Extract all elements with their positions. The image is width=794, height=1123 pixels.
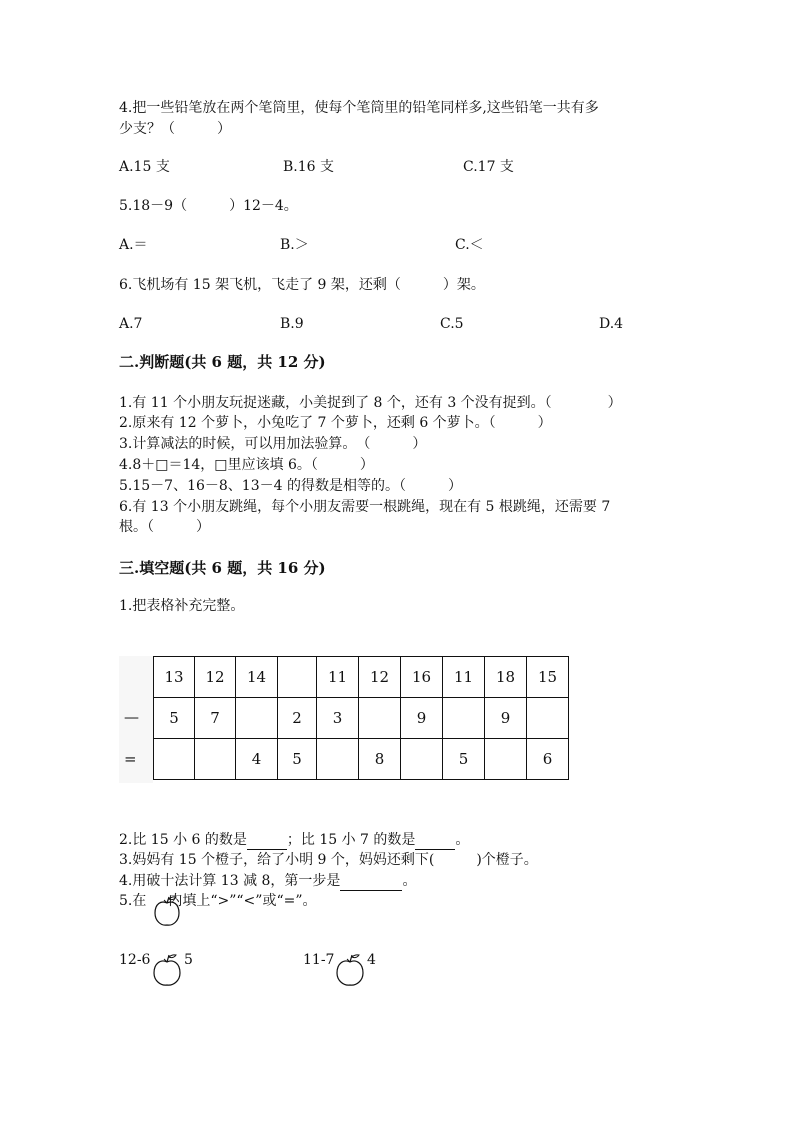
fill-q4-blank[interactable] — [340, 874, 402, 891]
table-cell: 18 — [485, 657, 527, 698]
q5-option-c[interactable]: C.＜ — [455, 237, 484, 253]
compare-1-left: 12-6 — [119, 952, 151, 968]
q6-option-b[interactable]: B.9 — [280, 316, 304, 332]
table-row — [154, 698, 569, 739]
fill-q2-text-b: ；比 15 小 7 的数是 — [286, 832, 416, 848]
q5-option-b[interactable]: B.＞ — [280, 237, 309, 253]
q6-option-c[interactable]: C.5 — [440, 316, 464, 332]
fill-q4-text-b: 。 — [402, 873, 417, 889]
fill-q3: 3.妈妈有 15 个橙子，给了小明 9 个，妈妈还剩下( )个橙子。 — [119, 852, 538, 868]
table-cell[interactable] — [236, 698, 278, 739]
fill-q5-text-a: 5.在 — [119, 893, 147, 909]
section3-title: 三.填空题(共 6 题，共 16 分) — [119, 559, 326, 577]
fill-q2-text-c: 。 — [455, 832, 470, 848]
fill-q2-text-a: 2.比 15 小 6 的数是 — [119, 832, 247, 848]
q4-stem-line2: 少支？（ ） — [119, 121, 231, 137]
table-cell: 6 — [527, 739, 569, 780]
table-cell: 13 — [154, 657, 195, 698]
q5-stem: 5.18－9（ ）12－4。 — [119, 198, 298, 214]
row-label-equals: = — [124, 750, 137, 768]
table-cell: 11 — [317, 657, 359, 698]
table-cell[interactable] — [443, 698, 485, 739]
compare-2-left: 11-7 — [303, 952, 335, 968]
q5-option-a[interactable]: A.＝ — [119, 237, 148, 253]
table-cell[interactable] — [278, 657, 317, 698]
table-cell: 5 — [443, 739, 485, 780]
q4-stem-line1: 4.把一些铅笔放在两个笔筒里，使每个笔筒里的铅笔同样多,这些铅笔一共有多 — [119, 100, 599, 116]
q4-option-a[interactable]: A.15 支 — [119, 159, 170, 175]
judge-item-2: 2.原来有 12 个萝卜，小兔吃了 7 个萝卜，还剩 6 个萝卜。（ ） — [119, 415, 552, 431]
apple-icon — [152, 894, 182, 928]
q6-option-d[interactable]: D.4 — [599, 316, 624, 332]
table-cell: 5 — [154, 698, 195, 739]
table-cell: 4 — [236, 739, 278, 780]
apple-icon[interactable] — [334, 952, 366, 988]
compare-2-right: 4 — [367, 952, 376, 968]
q6-stem: 6.飞机场有 15 架飞机，飞走了 9 架，还剩（ ）架。 — [119, 277, 485, 293]
table-cell: 12 — [195, 657, 236, 698]
judge-item-3: 3.计算减法的时候，可以用加法验算。 （ ） — [119, 436, 427, 452]
table-cell[interactable] — [154, 739, 195, 780]
table-cell: 15 — [527, 657, 569, 698]
q6-option-a[interactable]: A.7 — [119, 316, 143, 332]
table-cell: 12 — [359, 657, 401, 698]
row-label-minus: — — [124, 708, 139, 726]
fill-q5-text-b: 内填上“>”“<”或“=”。 — [168, 893, 317, 909]
table-row — [154, 657, 569, 698]
compare-1-right: 5 — [184, 952, 193, 968]
table-cell: 14 — [236, 657, 278, 698]
table-cell[interactable] — [195, 739, 236, 780]
judge-item-6-line1: 6.有 13 个小朋友跳绳，每个小朋友需要一根跳绳，现在有 5 根跳绳，还需要 7 — [119, 499, 611, 515]
fill-q4 — [119, 871, 416, 891]
fill-q5 — [119, 891, 317, 911]
table-cell[interactable] — [527, 698, 569, 739]
table-cell[interactable] — [359, 698, 401, 739]
table-cell: 9 — [485, 698, 527, 739]
table-cell[interactable] — [485, 739, 527, 780]
fill-q4-text-a: 4.用破十法计算 13 减 8，第一步是 — [119, 873, 341, 889]
q4-option-c[interactable]: C.17 支 — [463, 159, 514, 175]
q4-option-b[interactable]: B.16 支 — [283, 159, 335, 175]
fill-q2 — [119, 830, 469, 850]
table-cell: 7 — [195, 698, 236, 739]
judge-item-5: 5.15－7、16－8、13－4 的得数是相等的。（ ） — [119, 478, 462, 494]
judge-item-4: 4.8＋□＝14，□里应该填 6。（ ） — [119, 457, 374, 473]
table-cell: 5 — [278, 739, 317, 780]
subtraction-table — [153, 656, 569, 780]
table-cell: 16 — [401, 657, 443, 698]
fill-q2-blank-1[interactable] — [247, 833, 287, 850]
judge-item-6-line2: 根。（ ） — [119, 519, 210, 535]
table-cell[interactable] — [401, 739, 443, 780]
fill-q1-stem: 1.把表格补充完整。 — [119, 598, 245, 614]
table-cell: 8 — [359, 739, 401, 780]
fill-q2-blank-2[interactable] — [415, 833, 455, 850]
table-cell: 3 — [317, 698, 359, 739]
table-cell: 9 — [401, 698, 443, 739]
table-cell: 11 — [443, 657, 485, 698]
judge-item-1: 1.有 11 个小朋友玩捉迷藏，小美捉到了 8 个，还有 3 个没有捉到。（ ） — [119, 395, 622, 411]
apple-icon[interactable] — [151, 952, 183, 988]
table-row — [154, 739, 569, 780]
table-cell[interactable] — [317, 739, 359, 780]
table-cell: 2 — [278, 698, 317, 739]
section2-title: 二.判断题(共 6 题，共 12 分) — [119, 353, 326, 371]
